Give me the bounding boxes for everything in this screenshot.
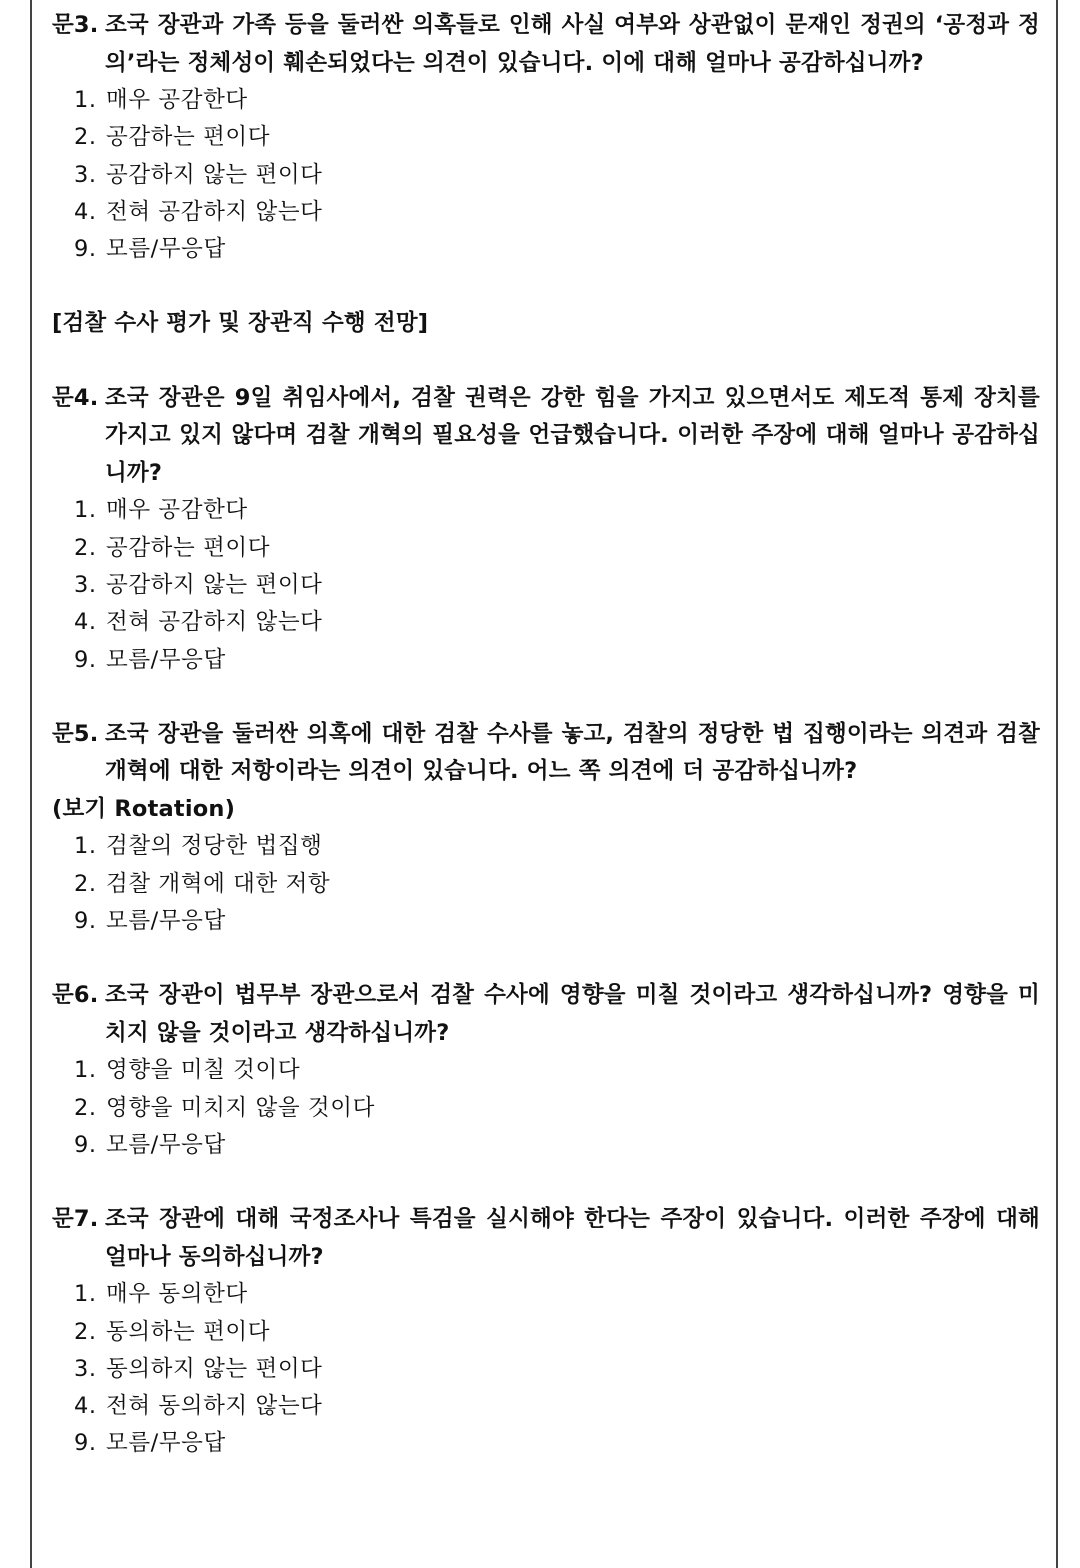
- question-5-title: [52, 716, 1040, 829]
- option-number: 9.: [74, 236, 97, 263]
- option-number: 3.: [74, 572, 97, 599]
- answer-option[interactable]: [74, 119, 1040, 156]
- option-number: 2.: [74, 124, 97, 151]
- option-number: 9.: [74, 1131, 97, 1158]
- option-number: 3.: [74, 1355, 97, 1382]
- answer-option[interactable]: [74, 604, 1040, 641]
- answer-option[interactable]: [74, 866, 1040, 903]
- option-number: 4.: [74, 198, 97, 225]
- survey-content: [52, 7, 1040, 1463]
- option-number: 1.: [74, 1281, 97, 1308]
- question-6-title: [52, 977, 1040, 1052]
- question-4-title: [52, 380, 1040, 493]
- answer-option[interactable]: [74, 157, 1040, 194]
- question-5-text: 조국 장관을 둘러싼 의혹에 대한 검찰 수사를 놓고, 검찰의 정당한 법 집행이라는 의견과 검찰 개혁에 대한 저항이라는 의견이 있습니다. 어느 쪽 의견에 더 공감하십니까?: [105, 720, 1040, 785]
- question-6: [52, 977, 1040, 1164]
- answer-option[interactable]: [74, 828, 1040, 865]
- answer-option[interactable]: [74, 1052, 1040, 1089]
- question-7: [52, 1201, 1040, 1462]
- option-label: 동의하는 편이다: [106, 1318, 271, 1345]
- option-label: 공감하는 편이다: [106, 124, 271, 151]
- answer-option[interactable]: [74, 492, 1040, 529]
- option-label: 영향을 미칠 것이다: [106, 1057, 301, 1084]
- question-3: [52, 7, 1040, 268]
- option-number: 1.: [74, 497, 97, 524]
- option-number: 2.: [74, 534, 97, 561]
- option-number: 1.: [74, 87, 97, 113]
- option-label: 전혀 공감하지 않는다: [106, 198, 323, 225]
- answer-option[interactable]: [74, 567, 1040, 604]
- answer-option[interactable]: [74, 1425, 1040, 1462]
- option-number: 4.: [74, 609, 97, 636]
- answer-option[interactable]: [74, 1314, 1040, 1351]
- section-heading: [검찰 수사 평가 및 장관직 수행 전망]: [52, 310, 429, 337]
- option-label: 모름/무응답: [106, 1430, 226, 1457]
- answer-option[interactable]: [74, 194, 1040, 231]
- option-number: 9.: [74, 1430, 97, 1457]
- answer-option[interactable]: [74, 642, 1040, 679]
- question-5-number: 문5.: [52, 720, 99, 747]
- option-number: 2.: [74, 870, 97, 897]
- option-number: 1.: [74, 1057, 97, 1084]
- answer-option[interactable]: [74, 1276, 1040, 1313]
- question-6-options: [52, 1052, 1040, 1164]
- answer-option[interactable]: [74, 1351, 1040, 1388]
- option-label: 모름/무응답: [106, 646, 226, 673]
- question-4-number: 문4.: [52, 384, 99, 411]
- question-5-options: [52, 828, 1040, 940]
- answer-option[interactable]: [74, 1388, 1040, 1425]
- question-4-text: 조국 장관은 9일 취임사에서, 검찰 권력은 강한 힘을 가지고 있으면서도 제도적 통제 장치를 가지고 있지 않다며 검찰 개혁의 필요성을 언급했습니다. 이러한 주장에 대해 얼마나 공감하십니까?: [105, 384, 1040, 486]
- question-5: [52, 716, 1040, 940]
- answer-option[interactable]: [74, 530, 1040, 567]
- question-4: [52, 380, 1040, 679]
- question-7-text: 조국 장관에 대해 국정조사나 특검을 실시해야 한다는 주장이 있습니다. 이러한 주장에 대해 얼마나 동의하십니까?: [105, 1206, 1040, 1270]
- option-label: 전혀 공감하지 않는다: [106, 609, 323, 636]
- option-label: 매우 공감한다: [106, 497, 248, 524]
- answer-option[interactable]: [74, 1127, 1040, 1164]
- option-number: 2.: [74, 1094, 97, 1121]
- option-label: 공감하지 않는 편이다: [106, 572, 323, 599]
- question-6-number: 문6.: [52, 982, 99, 1009]
- option-number: 3.: [74, 161, 97, 188]
- question-3-options: [52, 82, 1040, 268]
- option-label: 공감하지 않는 편이다: [106, 161, 323, 188]
- answer-option[interactable]: [74, 82, 1040, 119]
- question-7-number: 문7.: [52, 1206, 99, 1233]
- option-label: 모름/무응답: [106, 908, 226, 935]
- option-number: 9.: [74, 908, 97, 935]
- question-3-title: [52, 7, 1040, 82]
- option-label: 영향을 미치지 않을 것이다: [106, 1094, 375, 1121]
- option-label: 모름/무응답: [106, 236, 226, 263]
- option-label: 매우 공감한다: [106, 87, 248, 113]
- question-3-number: 문3.: [52, 12, 99, 38]
- option-label: 검찰의 정당한 법집행: [106, 833, 323, 860]
- option-label: 공감하는 편이다: [106, 534, 271, 561]
- question-4-options: [52, 492, 1040, 678]
- question-3-text: 조국 장관과 가족 등을 둘러싼 의혹들로 인해 사실 여부와 상관없이 문재인 정권의 ‘공정과 정의’라는 정체성이 훼손되었다는 의견이 있습니다. 이에 대해 얼마나 공감하십니까?: [105, 12, 1040, 76]
- option-number: 1.: [74, 833, 97, 860]
- option-number: 2.: [74, 1318, 97, 1345]
- option-label: 모름/무응답: [106, 1131, 226, 1158]
- question-6-text: 조국 장관이 법무부 장관으로서 검찰 수사에 영향을 미칠 것이라고 생각하십니까? 영향을 미치지 않을 것이라고 생각하십니까?: [105, 982, 1040, 1046]
- option-number: 9.: [74, 646, 97, 673]
- question-5-note: (보기 Rotation): [52, 795, 236, 822]
- answer-option[interactable]: [74, 1090, 1040, 1127]
- answer-option[interactable]: [74, 903, 1040, 940]
- option-label: 검찰 개혁에 대한 저항: [106, 870, 331, 897]
- question-7-title: [52, 1201, 1040, 1276]
- option-label: 전혀 동의하지 않는다: [106, 1393, 323, 1420]
- option-number: 4.: [74, 1393, 97, 1420]
- answer-option[interactable]: [74, 231, 1040, 268]
- option-label: 동의하지 않는 편이다: [106, 1355, 323, 1382]
- question-7-options: [52, 1276, 1040, 1462]
- option-label: 매우 동의한다: [106, 1281, 248, 1308]
